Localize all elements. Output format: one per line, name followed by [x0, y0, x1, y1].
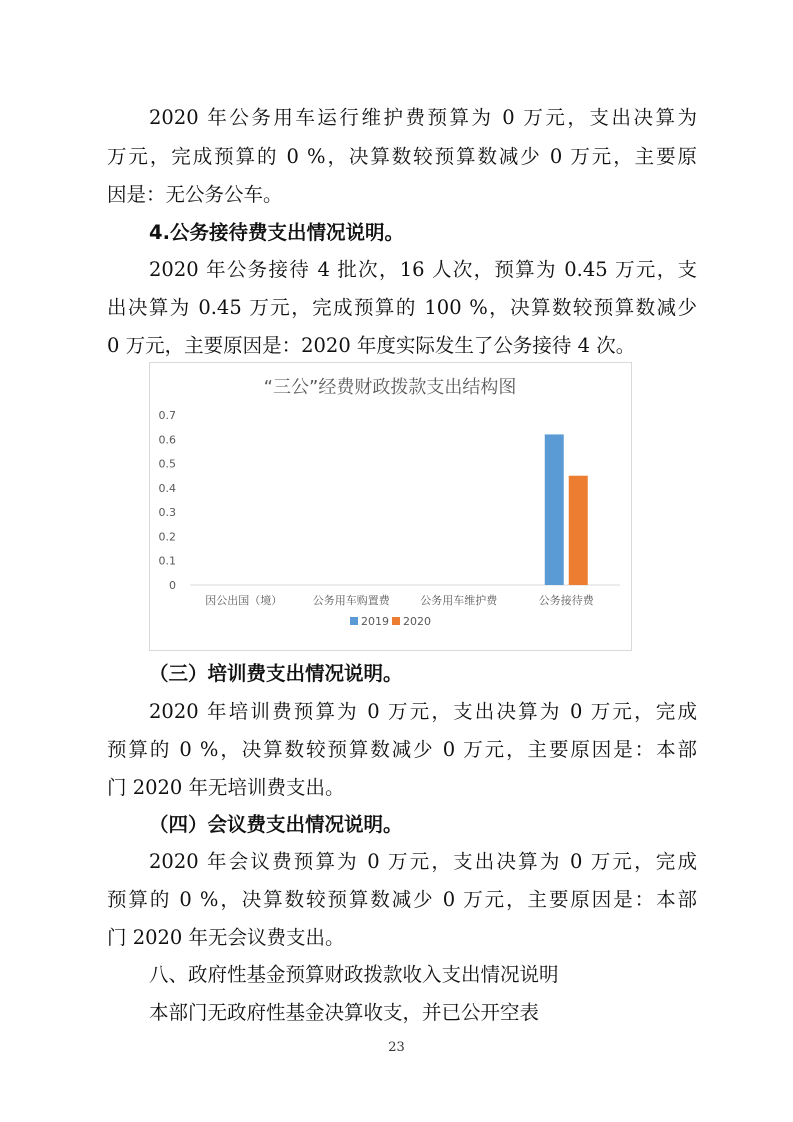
- page-number: 23: [388, 1040, 405, 1055]
- fund-line-1: 本部门无政府性基金决算收支，并已公开空表: [149, 1001, 540, 1024]
- x-tick-label: 公务用车维护费: [420, 594, 498, 607]
- vehicle-maint-line-3: 因是：无公务公车。: [107, 183, 283, 206]
- y-tick-label: 0: [169, 579, 176, 592]
- training-line-2: 预算的 0 %，决算数较预算数减少 0 万元，主要原因是：本部: [107, 738, 697, 761]
- legend-label-2019: 2019: [361, 615, 389, 628]
- bar-2019-3: [545, 434, 564, 585]
- vehicle-maint-line-1: 2020 年公务用车运行维护费预算为 0 万元，支出决算为: [149, 106, 697, 129]
- training-line-3: 门 2020 年无培训费支出。: [107, 776, 345, 799]
- chart-title: “三公”经费财政拨款支出结构图: [263, 377, 517, 398]
- bar-2020-3: [569, 476, 588, 585]
- reception-heading: 4.公务接待费支出情况说明。: [149, 221, 404, 244]
- legend-swatch-2020: [392, 617, 400, 625]
- y-tick-label: 0.1: [158, 554, 176, 568]
- x-tick-label: 公务用车购置费: [312, 594, 390, 607]
- training-line-1: 2020 年培训费预算为 0 万元，支出决算为 0 万元，完成: [149, 700, 697, 723]
- chart-svg: [150, 363, 631, 650]
- legend-swatch-2019: [350, 617, 358, 625]
- meeting-line-2: 预算的 0 %，决算数较预算数减少 0 万元，主要原因是：本部: [107, 888, 697, 911]
- reception-line-3: 0 万元，主要原因是：2020 年度实际发生了公务接待 4 次。: [107, 334, 636, 357]
- reception-line-1: 2020 年公务接待 4 批次，16 人次，预算为 0.45 万元，支: [149, 258, 697, 281]
- x-tick-label: 因公出国（境）: [205, 594, 283, 607]
- meeting-heading: （四）会议费支出情况说明。: [149, 813, 403, 836]
- y-tick-label: 0.2: [158, 530, 176, 544]
- x-tick-label: 公务接待费: [538, 594, 594, 607]
- chart-legend: [350, 615, 431, 628]
- chart-bars: [545, 434, 588, 585]
- y-tick-label: 0.6: [158, 433, 176, 447]
- vehicle-maint-line-2: 万元，完成预算的 0 %，决算数较预算数减少 0 万元，主要原: [107, 145, 697, 168]
- meeting-line-1: 2020 年会议费预算为 0 万元，支出决算为 0 万元，完成: [149, 850, 697, 873]
- chart-x-labels: [205, 593, 594, 607]
- training-heading: （三）培训费支出情况说明。: [149, 662, 403, 685]
- meeting-line-3: 门 2020 年无会议费支出。: [107, 926, 345, 949]
- three-public-expenses-chart: [149, 362, 632, 651]
- fund-heading: 八、政府性基金预算财政拨款收入支出情况说明: [149, 963, 559, 986]
- reception-line-2: 出决算为 0.45 万元，完成预算的 100 %，决算数较预算数减少: [107, 296, 697, 319]
- legend-label-2020: 2020: [403, 615, 431, 628]
- y-tick-label: 0.4: [158, 481, 176, 495]
- y-tick-label: 0.7: [158, 409, 176, 422]
- y-tick-label: 0.3: [158, 506, 176, 520]
- y-tick-label: 0.5: [158, 457, 176, 471]
